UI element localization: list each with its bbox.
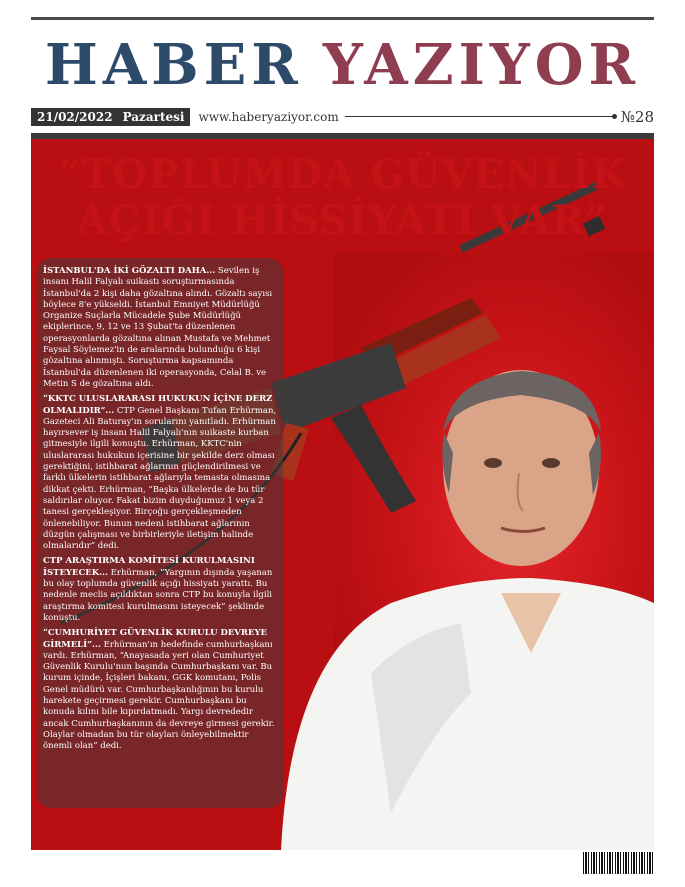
article-paragraph xyxy=(43,628,277,752)
headline xyxy=(0,152,685,244)
masthead xyxy=(0,32,685,98)
paragraph-body: Erhürman, “Yargının dışında yaşanan bu olay toplumda güvenlik açığı hissiyatı yarattı. Bu nedenle meclis açıldıktan sonra CTP bu konuyla ilgili araştırma komitesi kurulmasını isteyecek” şeklinde konuştu. xyxy=(43,567,273,623)
top-rule xyxy=(31,17,654,20)
paragraph-body: CTP Genel Başkanı Tufan Erhürman, Gazeteci Ali Baturay'ın sorularını yanıtladı. Erhürman hayırsever iş insanı Halil Falyalı'nın suikaste kurban gitmesiyle ilgili konuştu. Erhürman, KKTC'nin uluslararası hukukun içerisine bir şekilde derz olması gerektiğini, istihbarat ağlarının güçlendirilmesi ve farklı ülkelerin istihbarat ağlarıyla temasta olmasına dikkat çekti. Erhürman, “Başka ülkelerde de bu tür saldırılar oluyor. Fakat bizim duyduğumuz 1 veya 2 tanesi gerçekleşiyor. Birçoğu gerçekleşmeden önlenebiliyor. Bunun nedeni istihbarat ağlarının düzgün çalışması ve birbirleriyle iletişim halinde olmalarıdır” dedi. xyxy=(43,405,277,552)
headline-line-1: “TOPLUMDA GÜVENLİK xyxy=(57,151,628,198)
article-paragraph xyxy=(43,394,277,552)
headline-line-2: AÇIĞI HİSSİYATI VAR” xyxy=(76,197,609,244)
dateline xyxy=(31,107,654,126)
issue-date: 21/02/2022 xyxy=(37,109,113,124)
date-badge xyxy=(31,108,190,126)
masthead-word-haber: HABER xyxy=(44,32,303,98)
masthead-word-yaziyor: YAZIYOR xyxy=(322,32,641,98)
issue-number: №28 xyxy=(620,107,654,126)
article-paragraph xyxy=(43,266,277,390)
website-url: www.haberyaziyor.com xyxy=(198,109,339,124)
article-text-box xyxy=(37,258,283,808)
paragraph-body: Sevilen iş insanı Halil Falyalı suikastı soruşturmasında İstanbul'da 2 kişi daha gözaltına alındı. Gözaltı sayısı böylece 8'e yükseldi. İstanbul Emniyet Müdürlüğü Organize Suçlarla Mücadele Şube Müdürlüğü ekiplerince, 9, 12 ve 13 Şubat'ta düzenlenen operasyonlarda gözaltına alınan Mustafa ve Mehmet Faysal Söylemez'in de aralarında bulunduğu 6 kişi gözaltına alınmıştı. Soruşturma kapsamında İstanbul'da düzenlenen iki operasyonda, Celal B. ve Metin S de gözaltına aldı. xyxy=(43,266,273,389)
barcode xyxy=(583,852,655,874)
paragraph-lead: CTP ARAŞTIRMA KOMİTESİ KURULMASINI İSTEYECEK... xyxy=(43,556,255,578)
article-paragraph xyxy=(43,556,277,624)
paragraph-lead: İSTANBUL'DA İKİ GÖZALTI DAHA... xyxy=(43,266,216,276)
paragraph-lead: “KKTC ULUSLARARASI HUKUKUN İÇİNE DERZ OLMALIDIR”... xyxy=(43,394,273,416)
issue-day: Pazartesi xyxy=(122,109,185,124)
person-photo xyxy=(281,370,654,850)
paragraph-lead: “CUMHURİYET GÜVENLİK KURULU DEVREYE GİRMELİ”... xyxy=(43,628,267,650)
dateline-rule xyxy=(345,116,615,117)
paragraph-body: Erhürman'ın hedefinde cumhurbaşkanı vardı. Erhürman, “Anayasada yeri olan Cumhuriyet Güvenlik Kurulu'nun başında Cumhurbaşkanı var. Bu kurum içinde, İçişleri bakanı, GGK komutanı, Polis Genel müdürü var. Cumhurbaşkanlığının bu kurulu harekete geçirmesi gerekir. Cumhurbaşkanı bu konuda kılını bile kıpırdatmadı. Yargı devrededir ancak Cumhurbaşkanının da devreye girmesi gerekir. Olaylar olmadan bu tür olayları önleyebilmektir önemli olan” dedi. xyxy=(43,639,275,752)
